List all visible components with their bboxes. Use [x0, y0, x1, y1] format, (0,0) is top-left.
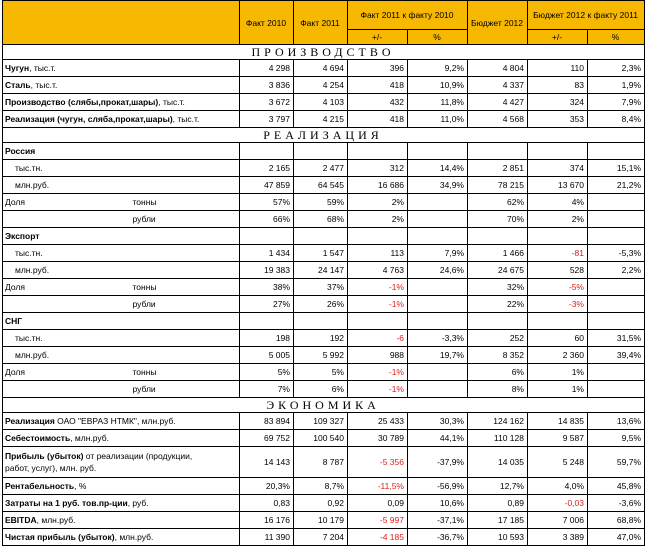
- row-label: млн.руб.: [3, 177, 240, 194]
- financial-table: [2, 0, 645, 546]
- value-cell: 68,8%: [588, 512, 645, 529]
- value-cell: 57%: [240, 194, 294, 211]
- value-cell: 24 675: [468, 262, 528, 279]
- value-cell: 100 540: [294, 430, 348, 447]
- value-cell: 14 835: [528, 413, 588, 430]
- value-cell: 47,0%: [588, 529, 645, 546]
- header-plusminus: +/-: [348, 30, 408, 45]
- value-cell: 69 752: [240, 430, 294, 447]
- value-cell: 34,9%: [408, 177, 468, 194]
- row-label-bold: Затраты на 1 руб. тов.пр-ции: [5, 498, 128, 508]
- row-label: тыс.тн.: [3, 330, 240, 347]
- empty-cell: [468, 143, 528, 160]
- table-row: [3, 495, 645, 512]
- value-cell: 62%: [468, 194, 528, 211]
- table-body: [3, 45, 645, 546]
- empty-cell: [588, 143, 645, 160]
- value-cell: 9,2%: [408, 60, 468, 77]
- value-cell: -36,7%: [408, 529, 468, 546]
- value-cell: 312: [348, 160, 408, 177]
- value-cell: -37,9%: [408, 447, 468, 478]
- value-cell: 17 185: [468, 512, 528, 529]
- row-label: [3, 77, 240, 94]
- value-cell: 110: [528, 60, 588, 77]
- value-cell: 4 694: [294, 60, 348, 77]
- value-cell: 13,6%: [588, 413, 645, 430]
- empty-cell: [408, 313, 468, 330]
- value-cell: 4 254: [294, 77, 348, 94]
- value-cell: 0,83: [240, 495, 294, 512]
- value-cell: [588, 279, 645, 296]
- value-cell: 30,3%: [408, 413, 468, 430]
- table-row: [3, 279, 645, 296]
- value-cell: 8 787: [294, 447, 348, 478]
- value-cell: -0,03: [528, 495, 588, 512]
- empty-cell: [588, 313, 645, 330]
- value-cell: 418: [348, 111, 408, 128]
- value-cell: 14 143: [240, 447, 294, 478]
- value-cell: 7 006: [528, 512, 588, 529]
- empty-cell: [528, 228, 588, 245]
- value-cell: 374: [528, 160, 588, 177]
- share-label: [3, 211, 131, 228]
- header-plusminus-2: +/-: [528, 30, 588, 45]
- value-cell: 10,6%: [408, 495, 468, 512]
- empty-cell: [528, 313, 588, 330]
- header-corner: [3, 1, 240, 45]
- group-title-row: [3, 143, 645, 160]
- value-cell: 11,0%: [408, 111, 468, 128]
- row-label-unit-2: работ, услуг), млн. руб.: [5, 463, 97, 473]
- value-cell: 10 593: [468, 529, 528, 546]
- value-cell: 10,9%: [408, 77, 468, 94]
- value-cell: 3 797: [240, 111, 294, 128]
- value-cell: 10 179: [294, 512, 348, 529]
- empty-cell: [348, 228, 408, 245]
- value-cell: [588, 211, 645, 228]
- row-label-unit: от реализации (продукции,: [83, 451, 193, 461]
- value-cell: [408, 211, 468, 228]
- section-title: РЕАЛИЗАЦИЯ: [3, 128, 645, 143]
- value-cell: -1%: [348, 296, 408, 313]
- value-cell: 22%: [468, 296, 528, 313]
- value-cell: [408, 381, 468, 398]
- value-cell: 2 360: [528, 347, 588, 364]
- value-cell: 7 204: [294, 529, 348, 546]
- table-row: [3, 478, 645, 495]
- header-fact-2011-vs-2010: Факт 2011 к факту 2010: [348, 1, 468, 30]
- value-cell: 2%: [348, 211, 408, 228]
- value-cell: 59%: [294, 194, 348, 211]
- value-cell: -37,1%: [408, 512, 468, 529]
- row-label-unit: , руб.: [127, 498, 149, 508]
- value-cell: -6: [348, 330, 408, 347]
- row-label-unit: , млн.руб.: [114, 532, 154, 542]
- row-label-bold: Производство (слябы,прокат,шары): [5, 97, 159, 107]
- value-cell: 0,92: [294, 495, 348, 512]
- row-label: [3, 529, 240, 546]
- value-cell: 5 992: [294, 347, 348, 364]
- value-cell: 37%: [294, 279, 348, 296]
- value-cell: 14 035: [468, 447, 528, 478]
- value-cell: 7,9%: [588, 94, 645, 111]
- section-header-row: [3, 128, 645, 143]
- row-label-unit: , тыс.т.: [158, 97, 185, 107]
- table-row: [3, 347, 645, 364]
- value-cell: 198: [240, 330, 294, 347]
- table-row: [3, 60, 645, 77]
- value-cell: [588, 364, 645, 381]
- share-unit: рубли: [131, 296, 240, 313]
- value-cell: 20,3%: [240, 478, 294, 495]
- value-cell: 5 248: [528, 447, 588, 478]
- row-label-bold: Чистая прибыль (убыток): [5, 532, 115, 542]
- value-cell: 988: [348, 347, 408, 364]
- empty-cell: [408, 143, 468, 160]
- value-cell: 4%: [528, 194, 588, 211]
- value-cell: 5%: [240, 364, 294, 381]
- value-cell: -81: [528, 245, 588, 262]
- table-row: [3, 430, 645, 447]
- share-label: [3, 381, 131, 398]
- value-cell: 3 672: [240, 94, 294, 111]
- group-title: Россия: [3, 143, 240, 160]
- value-cell: 47 859: [240, 177, 294, 194]
- value-cell: 39,4%: [588, 347, 645, 364]
- value-cell: 8,7%: [294, 478, 348, 495]
- row-label-unit: , %: [74, 481, 87, 491]
- header-fact-2011: Факт 2011: [294, 1, 348, 45]
- table-row: [3, 262, 645, 279]
- value-cell: 396: [348, 60, 408, 77]
- value-cell: 1,9%: [588, 77, 645, 94]
- empty-cell: [294, 313, 348, 330]
- value-cell: 1 547: [294, 245, 348, 262]
- header-pct: %: [408, 30, 468, 45]
- row-label-unit: , тыс.т.: [30, 80, 58, 90]
- value-cell: 44,1%: [408, 430, 468, 447]
- share-unit: тонны: [131, 279, 240, 296]
- group-title: СНГ: [3, 313, 240, 330]
- value-cell: 2%: [348, 194, 408, 211]
- value-cell: 353: [528, 111, 588, 128]
- row-label-unit: , тыс.т.: [172, 114, 200, 124]
- value-cell: 27%: [240, 296, 294, 313]
- value-cell: 324: [528, 94, 588, 111]
- row-label: [3, 430, 240, 447]
- empty-cell: [240, 313, 294, 330]
- row-label-unit: , млн.руб.: [70, 433, 109, 443]
- value-cell: 15,1%: [588, 160, 645, 177]
- value-cell: 7,9%: [408, 245, 468, 262]
- value-cell: -5 356: [348, 447, 408, 478]
- value-cell: 418: [348, 77, 408, 94]
- value-cell: [588, 296, 645, 313]
- table-row: [3, 529, 645, 546]
- table-row: [3, 177, 645, 194]
- row-label-bold: EBITDA: [5, 515, 37, 525]
- value-cell: 4 568: [468, 111, 528, 128]
- value-cell: 6%: [294, 381, 348, 398]
- value-cell: -1%: [348, 279, 408, 296]
- value-cell: [408, 364, 468, 381]
- group-title: Экспорт: [3, 228, 240, 245]
- value-cell: 38%: [240, 279, 294, 296]
- row-label: [3, 447, 240, 478]
- row-label: [3, 512, 240, 529]
- value-cell: 14,4%: [408, 160, 468, 177]
- value-cell: 30 789: [348, 430, 408, 447]
- empty-cell: [468, 313, 528, 330]
- row-label-bold: Прибыль (убыток): [5, 451, 84, 461]
- table-row: [3, 512, 645, 529]
- group-title-row: [3, 313, 645, 330]
- value-cell: 3 836: [240, 77, 294, 94]
- value-cell: 7%: [240, 381, 294, 398]
- value-cell: 4 215: [294, 111, 348, 128]
- share-unit: рубли: [131, 211, 240, 228]
- value-cell: [588, 194, 645, 211]
- value-cell: 66%: [240, 211, 294, 228]
- value-cell: 24 147: [294, 262, 348, 279]
- row-label-unit: ОАО "ЕВРАЗ НТМК", млн.руб.: [54, 416, 176, 426]
- value-cell: 8%: [468, 381, 528, 398]
- value-cell: 6%: [468, 364, 528, 381]
- share-unit: рубли: [131, 381, 240, 398]
- value-cell: 113: [348, 245, 408, 262]
- value-cell: 45,8%: [588, 478, 645, 495]
- row-label: [3, 111, 240, 128]
- value-cell: 32%: [468, 279, 528, 296]
- value-cell: 0,09: [348, 495, 408, 512]
- value-cell: 124 162: [468, 413, 528, 430]
- header-pct-2: %: [588, 30, 645, 45]
- value-cell: -3,6%: [588, 495, 645, 512]
- value-cell: 68%: [294, 211, 348, 228]
- value-cell: 25 433: [348, 413, 408, 430]
- share-unit: тонны: [131, 364, 240, 381]
- value-cell: 110 128: [468, 430, 528, 447]
- value-cell: 4 804: [468, 60, 528, 77]
- empty-cell: [408, 228, 468, 245]
- row-label-bold: Реализация: [5, 416, 55, 426]
- row-label: млн.руб.: [3, 347, 240, 364]
- value-cell: 1 434: [240, 245, 294, 262]
- empty-cell: [348, 313, 408, 330]
- header-budget-2012-vs-2011: Бюджет 2012 к факту 2011: [528, 1, 645, 30]
- row-label: [3, 495, 240, 512]
- row-label-bold: Рентабельность: [5, 481, 75, 491]
- value-cell: 1 466: [468, 245, 528, 262]
- table-row: [3, 381, 645, 398]
- value-cell: 21,2%: [588, 177, 645, 194]
- value-cell: 13 670: [528, 177, 588, 194]
- table-row: [3, 94, 645, 111]
- row-label-bold: Себестоимость: [5, 433, 71, 443]
- value-cell: [408, 194, 468, 211]
- value-cell: -4 185: [348, 529, 408, 546]
- row-label-bold: Чугун: [5, 63, 30, 73]
- row-label: [3, 60, 240, 77]
- header-fact-2010: Факт 2010: [240, 1, 294, 45]
- table-row: [3, 160, 645, 177]
- value-cell: -5%: [528, 279, 588, 296]
- row-label: тыс.тн.: [3, 160, 240, 177]
- value-cell: 2%: [528, 211, 588, 228]
- value-cell: 4 103: [294, 94, 348, 111]
- empty-cell: [294, 228, 348, 245]
- row-label-bold: Сталь: [5, 80, 31, 90]
- value-cell: 1%: [528, 381, 588, 398]
- value-cell: -3%: [528, 296, 588, 313]
- row-label: [3, 94, 240, 111]
- value-cell: 0,89: [468, 495, 528, 512]
- value-cell: 83 894: [240, 413, 294, 430]
- empty-cell: [294, 143, 348, 160]
- value-cell: 1%: [528, 364, 588, 381]
- value-cell: 19,7%: [408, 347, 468, 364]
- value-cell: 192: [294, 330, 348, 347]
- share-label: Доля: [3, 194, 131, 211]
- value-cell: 4 763: [348, 262, 408, 279]
- value-cell: 26%: [294, 296, 348, 313]
- table-row: [3, 296, 645, 313]
- table-row: [3, 111, 645, 128]
- value-cell: -5,3%: [588, 245, 645, 262]
- section-header-row: [3, 45, 645, 60]
- empty-cell: [348, 143, 408, 160]
- value-cell: 59,7%: [588, 447, 645, 478]
- value-cell: 4 337: [468, 77, 528, 94]
- value-cell: 11,8%: [408, 94, 468, 111]
- table-header: [3, 1, 645, 45]
- value-cell: 64 545: [294, 177, 348, 194]
- table-row: [3, 194, 645, 211]
- value-cell: 5%: [294, 364, 348, 381]
- section-title: ЭКОНОМИКА: [3, 398, 645, 413]
- value-cell: -11,5%: [348, 478, 408, 495]
- row-label: [3, 413, 240, 430]
- row-label-unit: , млн.руб.: [36, 515, 76, 525]
- value-cell: 109 327: [294, 413, 348, 430]
- value-cell: -5 997: [348, 512, 408, 529]
- table-row: [3, 245, 645, 262]
- value-cell: 4 427: [468, 94, 528, 111]
- value-cell: 2 165: [240, 160, 294, 177]
- value-cell: 19 383: [240, 262, 294, 279]
- value-cell: 31,5%: [588, 330, 645, 347]
- table-row: [3, 447, 645, 478]
- value-cell: 2,3%: [588, 60, 645, 77]
- value-cell: 4,0%: [528, 478, 588, 495]
- value-cell: 3 389: [528, 529, 588, 546]
- table-row: [3, 77, 645, 94]
- row-label-unit: , тыс.т.: [29, 63, 56, 73]
- empty-cell: [240, 228, 294, 245]
- table-row: [3, 211, 645, 228]
- value-cell: 12,7%: [468, 478, 528, 495]
- value-cell: 24,6%: [408, 262, 468, 279]
- value-cell: [408, 279, 468, 296]
- row-label-bold: Реализация (чугун, сляба,прокат,шары): [5, 114, 173, 124]
- table-row: [3, 413, 645, 430]
- value-cell: -1%: [348, 381, 408, 398]
- value-cell: [588, 381, 645, 398]
- empty-cell: [240, 143, 294, 160]
- value-cell: 432: [348, 94, 408, 111]
- value-cell: -3,3%: [408, 330, 468, 347]
- value-cell: 5 005: [240, 347, 294, 364]
- table-row: [3, 364, 645, 381]
- value-cell: 8 352: [468, 347, 528, 364]
- value-cell: 4 298: [240, 60, 294, 77]
- share-label: Доля: [3, 279, 131, 296]
- value-cell: 2,2%: [588, 262, 645, 279]
- value-cell: 2 477: [294, 160, 348, 177]
- share-unit: тонны: [131, 194, 240, 211]
- share-label: [3, 296, 131, 313]
- value-cell: 16 176: [240, 512, 294, 529]
- value-cell: 83: [528, 77, 588, 94]
- header-budget-2012: Бюджет 2012: [468, 1, 528, 45]
- row-label: [3, 478, 240, 495]
- value-cell: 2 851: [468, 160, 528, 177]
- section-header-row: [3, 398, 645, 413]
- value-cell: 78 215: [468, 177, 528, 194]
- row-label: млн.руб.: [3, 262, 240, 279]
- row-label: тыс.тн.: [3, 245, 240, 262]
- value-cell: 9,5%: [588, 430, 645, 447]
- value-cell: -1%: [348, 364, 408, 381]
- empty-cell: [528, 143, 588, 160]
- table-row: [3, 330, 645, 347]
- value-cell: [408, 296, 468, 313]
- value-cell: 60: [528, 330, 588, 347]
- value-cell: 528: [528, 262, 588, 279]
- group-title-row: [3, 228, 645, 245]
- value-cell: 11 390: [240, 529, 294, 546]
- empty-cell: [468, 228, 528, 245]
- empty-cell: [588, 228, 645, 245]
- value-cell: -56,9%: [408, 478, 468, 495]
- share-label: Доля: [3, 364, 131, 381]
- value-cell: 16 686: [348, 177, 408, 194]
- section-title: ПРОИЗВОДСТВО: [3, 45, 645, 60]
- value-cell: 9 587: [528, 430, 588, 447]
- value-cell: 8,4%: [588, 111, 645, 128]
- value-cell: 70%: [468, 211, 528, 228]
- value-cell: 252: [468, 330, 528, 347]
